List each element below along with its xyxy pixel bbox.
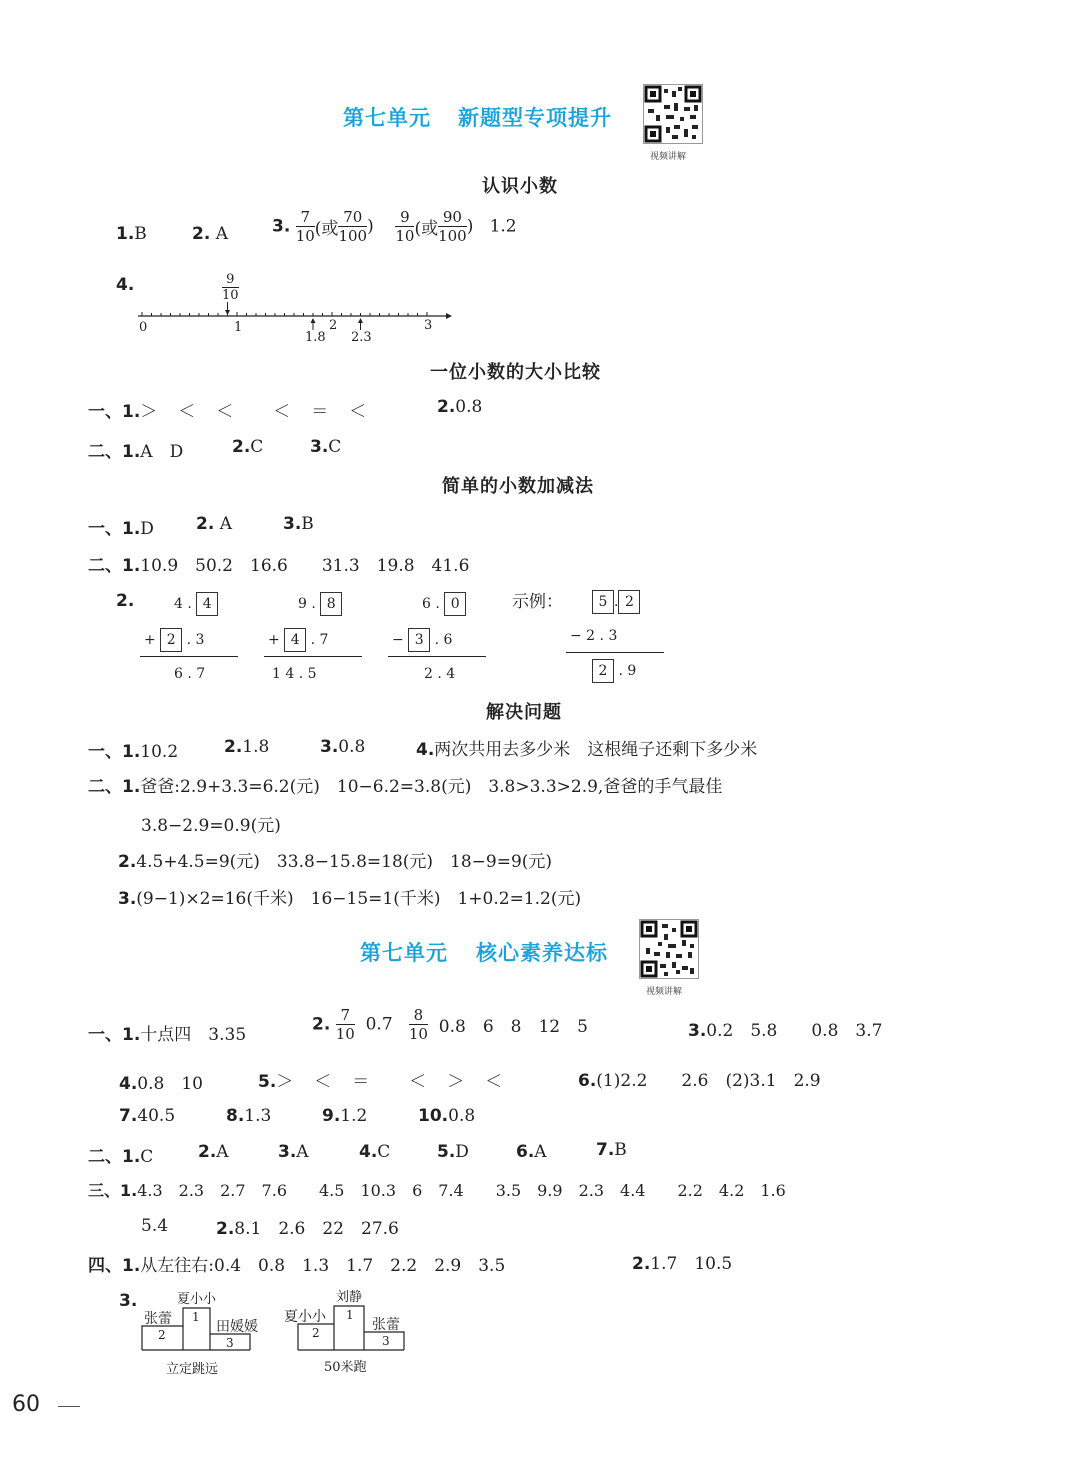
q-number: 4.: [359, 1142, 378, 1162]
answer: C: [377, 1142, 391, 1162]
answer-row: [141, 811, 281, 836]
answer-row: [141, 1216, 168, 1236]
q-number: 3.: [272, 216, 291, 237]
podium-caption: 立定跳远: [166, 1362, 219, 1377]
answer: 0.8: [455, 397, 483, 417]
q-number: 5.: [437, 1142, 456, 1162]
answer-row: [198, 1142, 229, 1162]
answer-row: [688, 1016, 882, 1041]
q-number: 一、1.: [88, 402, 141, 422]
fraction: [438, 208, 467, 245]
unit-subtitle: 新题型专项提升: [458, 106, 612, 130]
answer-row: [632, 1249, 732, 1274]
podium-rank: 2: [158, 1328, 166, 1342]
denominator: 10: [295, 227, 315, 245]
q-number: 2.: [312, 1014, 331, 1035]
podium-name: 张蕾: [144, 1311, 172, 1327]
q-number: 2.: [192, 224, 211, 244]
answer: 从左往右:0.4 0.8 1.3 1.7 2.2 2.9 3.5: [140, 1256, 506, 1276]
fraction: [296, 208, 315, 245]
calc-mid: [268, 628, 328, 652]
answer: (1)2.2 2.6 (2)3.1 2.9: [596, 1071, 821, 1091]
qr-code-icon[interactable]: [639, 919, 699, 979]
text: ): [367, 216, 374, 237]
calc-top: [174, 592, 218, 616]
answer: 1.2: [489, 216, 517, 237]
answer-row: [596, 1140, 627, 1160]
tick-label: 2: [329, 318, 338, 333]
divider: [388, 656, 486, 657]
answer-row: [88, 551, 469, 576]
answer-row: [88, 437, 183, 462]
answer-row: [216, 1214, 399, 1239]
text: ): [466, 216, 474, 237]
divider: [58, 1406, 80, 1407]
answer-row: [320, 737, 365, 757]
podium-rank: 3: [226, 1336, 234, 1350]
answer: C: [140, 1147, 154, 1167]
podium-name: 夏小小: [177, 1292, 217, 1307]
fraction: [409, 1006, 428, 1043]
digits: 6 .: [422, 596, 440, 612]
numerator: 7: [296, 208, 315, 227]
calc-result: 1 4 . 5: [272, 666, 317, 682]
q-number: 2.: [224, 737, 243, 757]
podium-caption: 50米跑: [324, 1360, 367, 1375]
podium-rank: 1: [192, 1310, 200, 1324]
blank-box: 4: [196, 592, 218, 616]
q-number: 3.: [118, 889, 137, 909]
q-number: 3.: [119, 1291, 138, 1311]
calc-mid: − 2 . 3: [570, 628, 618, 644]
answer: 0.8: [448, 1106, 476, 1126]
numerator: 90: [438, 208, 467, 227]
q-number: 2.: [216, 1219, 235, 1239]
answer-row: [119, 1069, 203, 1094]
digits: . 7: [310, 632, 329, 648]
q-number: 四、1.: [88, 1256, 141, 1276]
answer: 0.7: [365, 1014, 393, 1035]
answer-row: [310, 437, 341, 457]
answer-row: [192, 224, 228, 244]
answer: B: [134, 224, 147, 244]
numerator: 70: [338, 208, 367, 227]
answer: C: [328, 437, 342, 457]
q-number: 一、1.: [88, 519, 141, 539]
answer: 十点四 3.35: [140, 1025, 247, 1045]
answer: ＞ ＜ ＜ ＜ ＝ ＜: [140, 402, 369, 422]
q-number: 2.: [437, 397, 456, 417]
answer-row: [224, 737, 269, 757]
answer-row: [322, 1106, 367, 1126]
answer: ＞ ＜ ＝ ＜ ＞ ＜: [276, 1072, 505, 1092]
tick-label: 0: [139, 320, 148, 335]
operator: −: [392, 632, 404, 648]
answer-row: [258, 1067, 504, 1092]
answer: 4.5+4.5=9(元) 33.8−15.8=18(元) 18−9=9(元): [136, 852, 553, 872]
q-number: 3.: [688, 1021, 707, 1041]
answer: 1.8: [242, 737, 270, 757]
q-number: 4.: [416, 740, 435, 760]
q-number: 4.: [116, 275, 135, 295]
answer: A: [216, 1142, 229, 1162]
q-number: 7.: [596, 1140, 615, 1160]
blank-box: 2: [160, 628, 182, 652]
denominator: 10: [335, 1025, 355, 1043]
podium-name: 夏小小: [284, 1309, 326, 1325]
answer: A: [219, 514, 232, 534]
qr-code-icon[interactable]: [643, 84, 703, 144]
divider: [566, 652, 664, 653]
q-number: 1.: [116, 224, 135, 244]
unit-subtitle: 核心素养达标: [476, 941, 608, 965]
podium-diagram: [140, 1286, 270, 1376]
fraction: [336, 1006, 355, 1043]
answer-row: [283, 514, 314, 534]
digits: 9 .: [298, 596, 316, 612]
answer-row: [416, 735, 757, 760]
digits: .: [614, 594, 619, 610]
calc-top: [422, 592, 466, 616]
answer-row: [516, 1142, 547, 1162]
q-number: 9.: [322, 1106, 341, 1126]
unit-title: 第七单元: [343, 106, 431, 130]
podium-name: 刘静: [336, 1290, 363, 1305]
tick-label: 1.8: [305, 330, 326, 345]
q-number: 3.: [310, 437, 329, 457]
blank-box: 2: [618, 590, 640, 614]
denominator: 100: [438, 227, 467, 245]
q-number: 10.: [418, 1106, 449, 1126]
digits: . 9: [618, 663, 637, 679]
q-number: 6.: [578, 1071, 597, 1091]
tick-label: 1: [234, 320, 243, 335]
answer-row: [578, 1066, 821, 1091]
answer: 1.3: [244, 1106, 272, 1126]
fraction: [395, 208, 414, 245]
answer: A D: [140, 442, 184, 462]
tick-label: 3: [424, 318, 433, 333]
calc-result: 6 . 7: [174, 666, 206, 682]
q-number: 8.: [226, 1106, 245, 1126]
q-number: 二、1.: [88, 777, 141, 797]
digits: 4 .: [174, 596, 192, 612]
answer: D: [455, 1142, 469, 1162]
podium-name: 张蕾: [372, 1317, 400, 1333]
q-number: 二、1.: [88, 1147, 141, 1167]
numerator: 9: [395, 208, 414, 227]
answer-row: [118, 847, 552, 872]
calc-result: 2 . 4: [424, 666, 456, 682]
section-title: 简单的小数加减法: [442, 476, 594, 497]
answer-row: [88, 1142, 153, 1167]
q-number: 2.: [116, 591, 135, 611]
answer: 3.8−2.9=0.9(元): [141, 816, 281, 836]
answer: 10.9 50.2 16.6 31.3 19.8 41.6: [140, 556, 470, 576]
q-number: 2.: [232, 437, 251, 457]
fraction: [222, 272, 239, 303]
answer: 1.7 10.5: [650, 1254, 733, 1274]
q-number: 一、1.: [88, 742, 141, 762]
answer-row: [88, 514, 154, 539]
section-title: 一位小数的大小比较: [430, 362, 601, 383]
q-number: 3.: [283, 514, 302, 534]
answer: 8.1 2.6 22 27.6: [234, 1219, 399, 1239]
podium-rank: 1: [346, 1308, 354, 1322]
answer-row: [359, 1142, 390, 1162]
answer-row: [278, 1142, 309, 1162]
divider: [140, 656, 238, 657]
blank-box: 4: [284, 628, 306, 652]
unit-title: 第七单元: [360, 941, 448, 965]
calc-mid: [392, 628, 452, 652]
answer: B: [614, 1140, 627, 1160]
answer: 爸爸:2.9+3.3=6.2(元) 10−6.2=3.8(元) 3.8>3.3>2.9,爸爸的手气最佳: [140, 777, 723, 797]
answer-row: [232, 437, 263, 457]
q-number: 2.: [196, 514, 215, 534]
answer: 0.8 10: [137, 1074, 203, 1094]
answer: A: [215, 224, 228, 244]
denominator: 100: [338, 227, 368, 245]
calc-top: [298, 592, 342, 616]
digits: . 6: [434, 632, 453, 648]
answer: 40.5: [137, 1106, 176, 1126]
section-title: 解决问题: [486, 702, 562, 723]
answer: 4.3 2.3 2.7 7.6 4.5 10.3 6 7.4 3.5 9.9 2.3 4.4 2.2 4.2 1.6: [137, 1181, 786, 1200]
fraction: [338, 208, 367, 245]
section-title: 认识小数: [482, 176, 558, 197]
operator: +: [268, 632, 280, 648]
answer-row: [437, 1142, 469, 1162]
calc-result: [592, 659, 636, 683]
answer: 0.8 6 8 12 5: [438, 1017, 588, 1037]
digits: . 3: [186, 632, 205, 648]
numerator: 8: [409, 1006, 428, 1025]
answer: 5.4: [141, 1216, 169, 1236]
answer-row: [116, 224, 147, 244]
answer-row: [88, 1251, 505, 1276]
answer: B: [301, 514, 314, 534]
q-number: 2.: [118, 852, 137, 872]
answer: A: [534, 1142, 547, 1162]
q-number: 3.: [320, 737, 339, 757]
answer-row: [437, 397, 482, 417]
answer-row: [88, 397, 368, 422]
answer: A: [296, 1142, 309, 1162]
answer: (9−1)×2=16(千米) 16−15=1(千米) 1+0.2=1.2(元): [136, 889, 582, 909]
calc-mid: [144, 628, 204, 652]
q-number: 6.: [516, 1142, 535, 1162]
answer-row: [119, 1106, 175, 1126]
page-number: 60: [12, 1392, 40, 1417]
q-number: 3.: [278, 1142, 297, 1162]
number-line: [130, 270, 460, 350]
podium-rank: 3: [382, 1334, 390, 1348]
answer-row: [272, 208, 517, 245]
blank-box: 0: [444, 592, 466, 616]
answer: C: [250, 437, 264, 457]
q-number: 二、1.: [88, 442, 141, 462]
denominator: 10: [408, 1025, 428, 1043]
text: (或: [314, 219, 339, 239]
answer-row: [88, 1178, 786, 1201]
podium-rank: 2: [312, 1326, 320, 1340]
podium-name: 田媛媛: [216, 1319, 258, 1335]
blank-box: 3: [408, 628, 430, 652]
denominator: 10: [395, 227, 415, 245]
q-number: 7.: [119, 1106, 138, 1126]
answer-row: [418, 1106, 475, 1126]
q-number: 4.: [119, 1074, 138, 1094]
answer-row: [118, 884, 581, 909]
answer-row: [226, 1106, 271, 1126]
qr-caption: 视频讲解: [646, 987, 683, 997]
answer: 10.2: [140, 742, 179, 762]
podium-diagram: [284, 1286, 414, 1376]
q-number: 三、1.: [88, 1181, 138, 1200]
answer-row: [196, 514, 232, 534]
answer: 两次共用去多少米 这根绳子还剩下多少米: [434, 740, 758, 760]
answer-row: [88, 737, 178, 762]
operator: +: [144, 632, 156, 648]
answer: 1.2: [340, 1106, 368, 1126]
answer: 0.2 5.8 0.8 3.7: [706, 1021, 883, 1041]
answer-row: [88, 1020, 246, 1045]
answer: D: [140, 519, 154, 539]
blank-box: 8: [320, 592, 342, 616]
tick-label: 2.3: [351, 330, 372, 345]
numerator: 9: [222, 272, 239, 288]
q-number: 一、1.: [88, 1025, 141, 1045]
qr-caption: 视频讲解: [650, 152, 687, 162]
q-number: 5.: [258, 1072, 277, 1092]
answer: 0.8: [338, 737, 366, 757]
blank-box: 5: [592, 590, 614, 614]
q-number: 2.: [198, 1142, 217, 1162]
answer-row: [312, 1006, 588, 1043]
q-number: 二、1.: [88, 556, 141, 576]
divider: [264, 656, 362, 657]
blank-box: 2: [592, 659, 614, 683]
denominator: 10: [222, 288, 239, 303]
numerator: 7: [336, 1006, 355, 1025]
answer-row: [88, 772, 722, 797]
q-number: 2.: [632, 1254, 651, 1274]
calc-top: [592, 590, 640, 614]
example-label: 示例：: [512, 592, 563, 612]
text: (或: [414, 219, 439, 239]
